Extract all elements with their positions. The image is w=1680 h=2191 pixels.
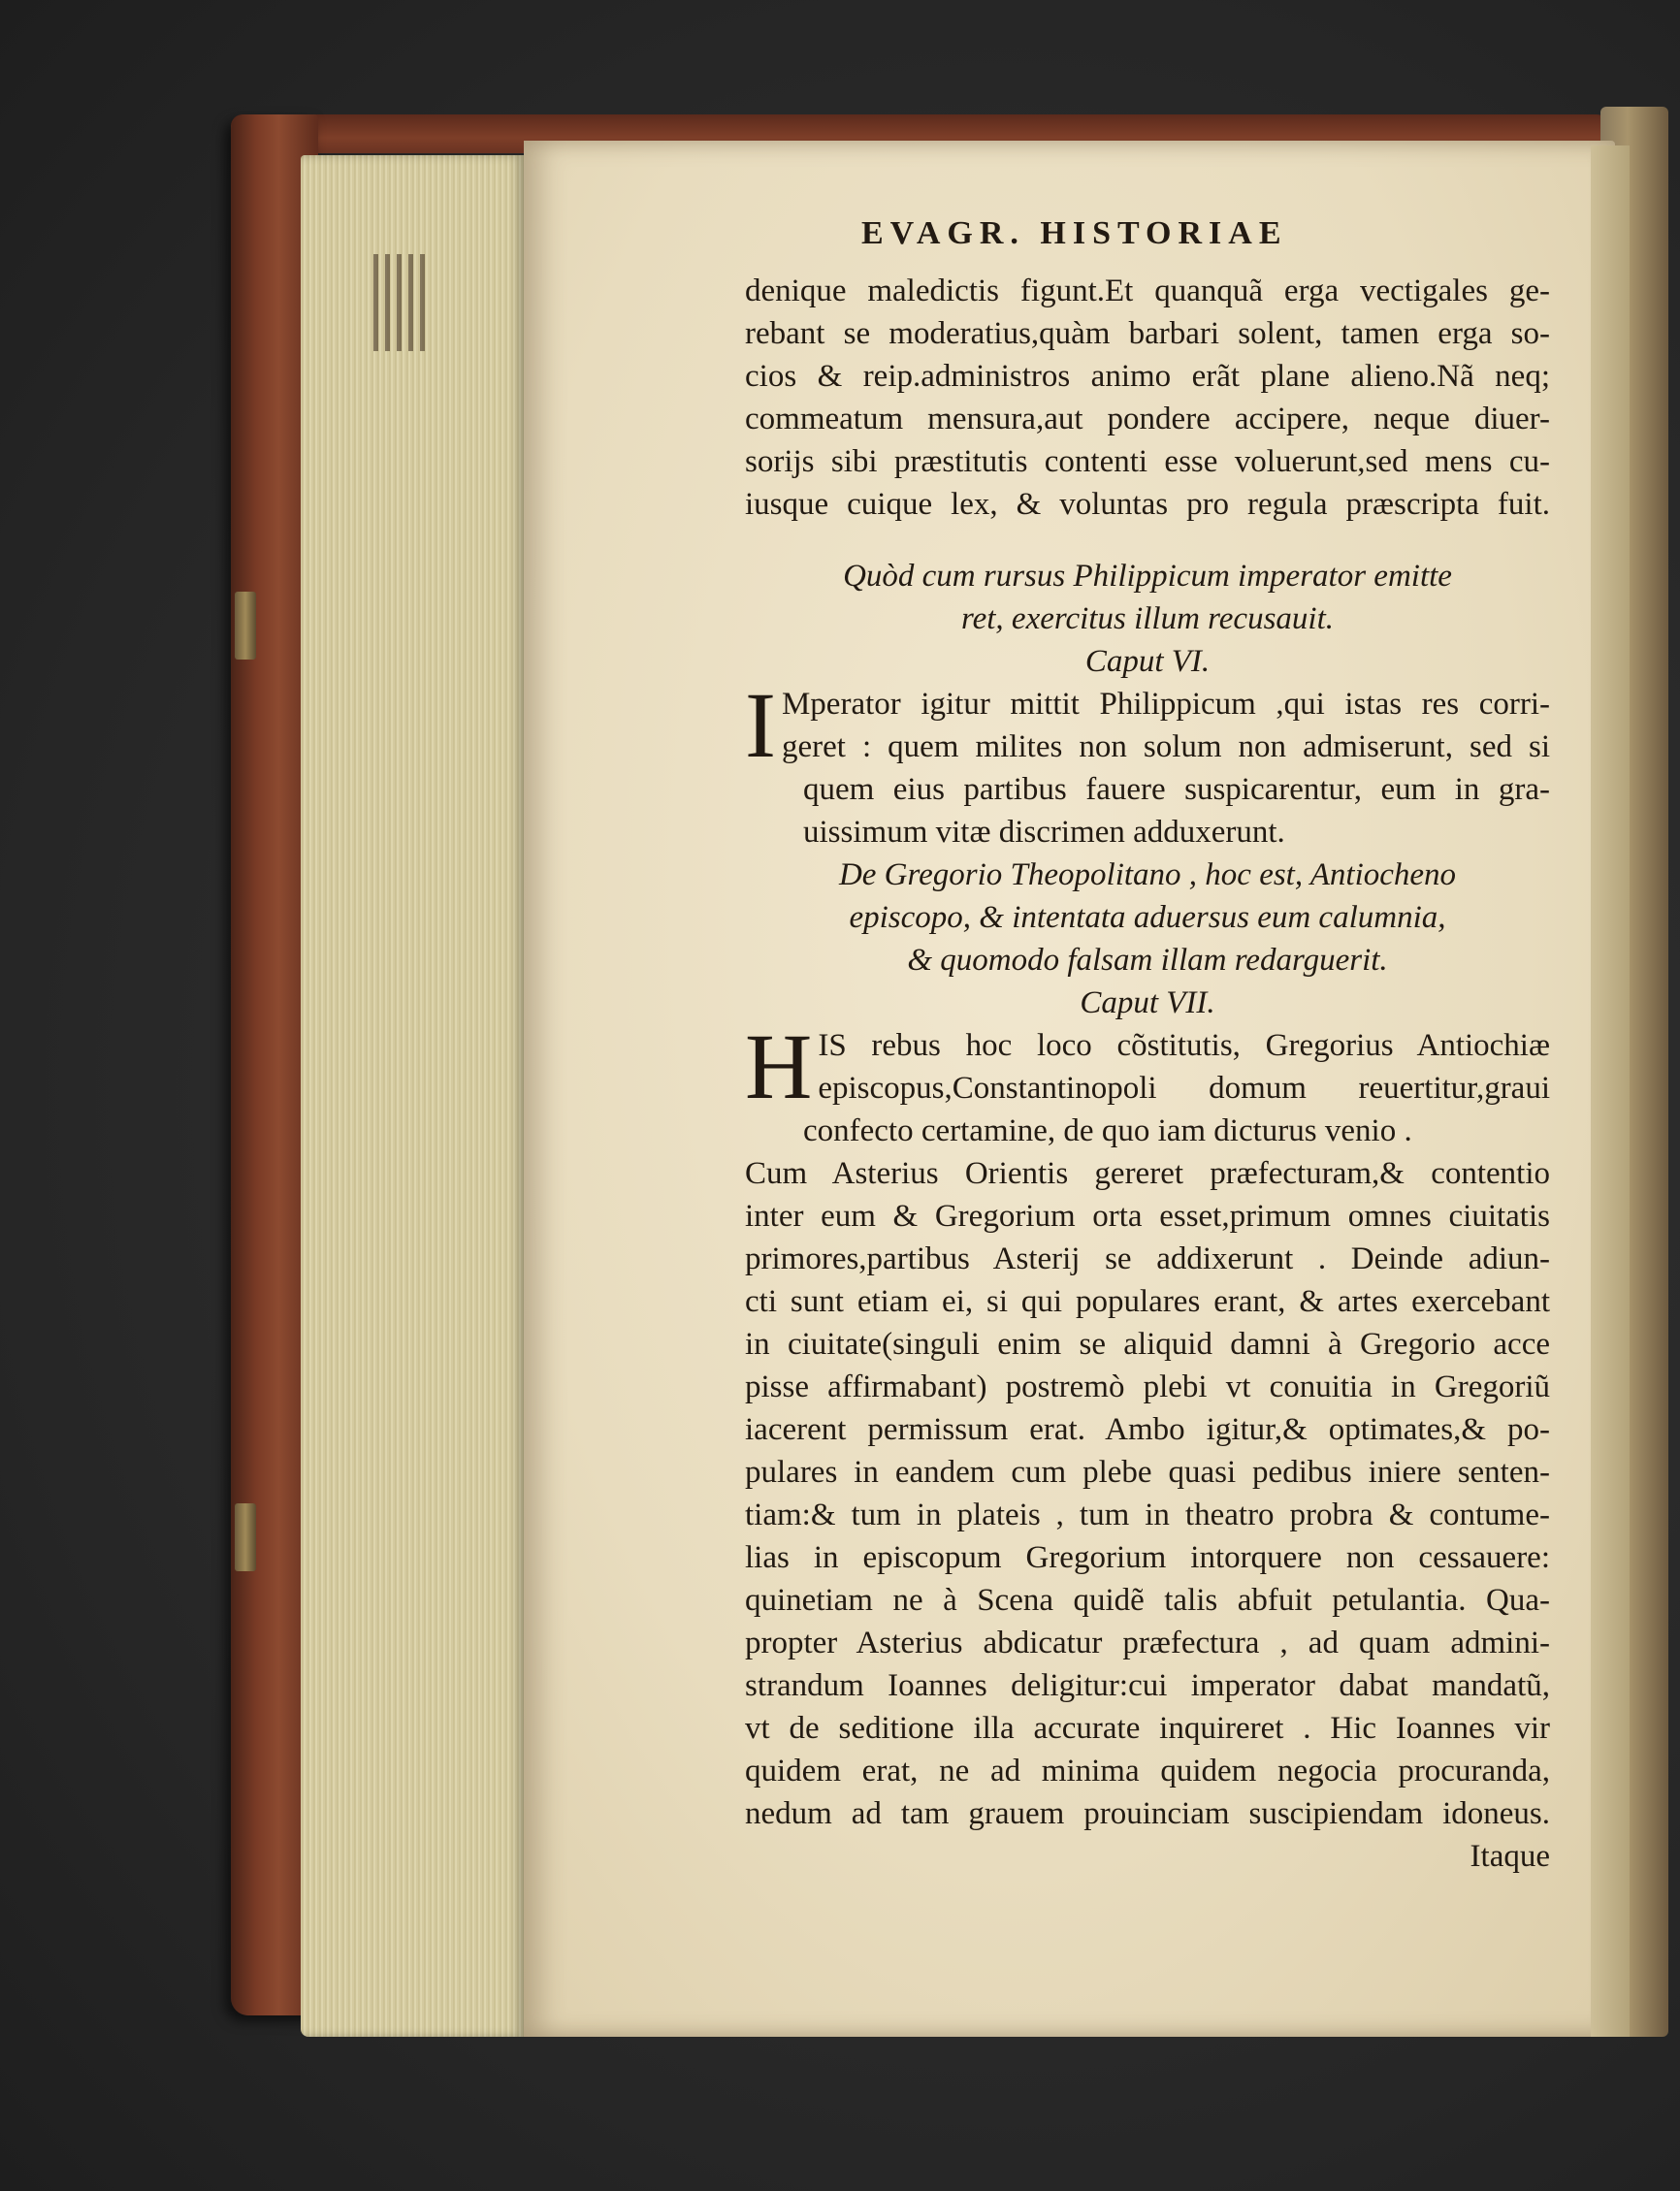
text-line: geret : quem milites non solum non admiserunt, sed si — [781, 729, 1550, 764]
chapter-title-line: & quomodo falsam illam redarguerit. — [907, 943, 1388, 978]
initial-letter: I — [745, 683, 776, 777]
text-line: lias in episcopum Gregorium intorquere non cessauere: — [745, 1540, 1550, 1575]
text-line: iusque cuique lex, & voluntas pro regula præscripta fuit. — [745, 487, 1550, 522]
caput-label: Caput VI. — [1084, 644, 1211, 679]
text-line: cti sunt etiam ei, si qui populares erant, & artes exercebant — [745, 1284, 1550, 1319]
text-line: Cum Asterius Orientis gereret præfecturam,& contentio — [745, 1156, 1550, 1191]
fore-edge-mark — [373, 254, 432, 351]
text-line: inter eum & Gregorium orta esset,primum omnes ciuitatis — [745, 1199, 1550, 1234]
text-line: pulares in eandem cum plebe quasi pedibus iniere senten- — [745, 1455, 1550, 1490]
text-line: strandum Ioannes deligitur:cui imperator dabat mandatũ, — [745, 1668, 1550, 1703]
opening-paragraph — [745, 270, 1550, 526]
text-line: confecto certamine, de quo iam dicturus venio . — [803, 1113, 1412, 1148]
initial-letter: H — [745, 1024, 813, 1118]
chapter-6-heading — [745, 555, 1550, 683]
chapter-title-line: Quòd cum rursus Philippicum imperator emitte — [843, 559, 1452, 594]
text-line: denique maledictis figunt.Et quanquã erga vectigales ge- — [745, 274, 1550, 308]
page-gutter — [1591, 145, 1630, 2037]
text-line: Mperator igitur mittit Philippicum ,qui istas res corri- — [781, 687, 1550, 722]
chapter-6-text — [745, 683, 1550, 854]
text-line: rebant se moderatius,quàm barbari solent, tamen erga so- — [745, 316, 1550, 351]
chapter-7-heading — [745, 854, 1550, 1024]
text-line: in ciuitate(singuli enim se aliquid damni à Gregorio acce — [745, 1327, 1550, 1362]
catchword: Itaque — [1470, 1839, 1550, 1874]
text-line: IS rebus hoc loco cõstitutis, Gregorius Antiochiæ — [818, 1028, 1550, 1063]
text-line: sorijs sibi præstitutis contenti esse voluerunt,sed mens cu- — [745, 444, 1550, 479]
text-line: uissimum vitæ discrimen adduxerunt. — [803, 815, 1285, 850]
page-edges — [301, 155, 526, 2037]
text-line: nedum ad tam grauem prouinciam suscipiendam idoneus. — [745, 1796, 1550, 1831]
text-line: cios & reip.administros animo erãt plane alieno.Nã neq; — [745, 359, 1550, 394]
text-line: primores,partibus Asterij se addixerunt . Deinde adiun- — [745, 1241, 1550, 1276]
text-line: quem eius partibus fauere suspicarentur, eum in gra- — [803, 772, 1550, 807]
text-line: tiam:& tum in plateis , tum in theatro probra & contume- — [745, 1498, 1550, 1532]
text-line: quidem erat, ne ad minima quidem negocia procuranda, — [745, 1754, 1550, 1788]
chapter-title-line: ret, exercitus illum recusauit. — [961, 601, 1334, 636]
chapter-7-opening — [745, 1024, 1550, 1152]
running-head: EVAGR. HISTORIAE — [861, 215, 1288, 251]
text-line: vt de seditione illa accurate inquireret . Hic Ioannes vir — [745, 1711, 1550, 1746]
caput-label: Caput VII. — [1080, 985, 1215, 1020]
clasp-bottom — [235, 1503, 256, 1571]
text-line: commeatum mensura,aut pondere accipere, neque diuer- — [745, 402, 1550, 436]
chapter-7-text — [745, 1152, 1550, 1878]
text-line: propter Asterius abdicatur præfectura , ad quam admini- — [745, 1626, 1550, 1660]
clasp-top — [235, 592, 256, 660]
text-line: quinetiam ne à Scena quidẽ talis abfuit petulantia. Qua- — [745, 1583, 1550, 1618]
page-text — [745, 215, 1550, 1878]
text-line: pisse affirmabant) postremò plebi vt conuitia in Gregoriũ — [745, 1369, 1550, 1404]
text-line: iacerent permissum erat. Ambo igitur,& optimates,& po- — [745, 1412, 1550, 1447]
chapter-title-line: episcopo, & intentata aduersus eum calumnia, — [849, 900, 1446, 935]
text-line: episcopus,Constantinopoli domum reuertitur,graui — [818, 1071, 1550, 1106]
chapter-title-line: De Gregorio Theopolitano , hoc est, Antiocheno — [838, 857, 1457, 892]
